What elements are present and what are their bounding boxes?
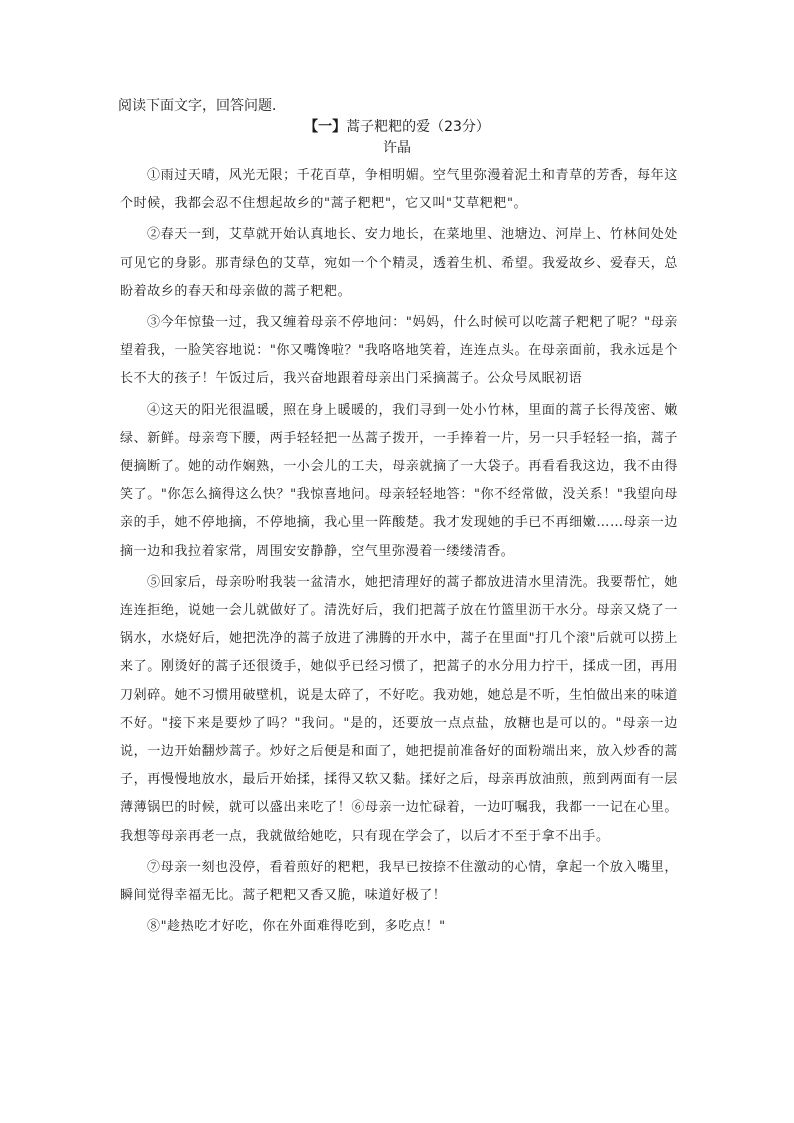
article-title	[0, 117, 794, 137]
title-text: 蒿子粑粑的爱（23分）	[346, 119, 490, 135]
paragraph-1: ①雨过天晴，风光无限；千花百草，争相明媚。空气里弥漫着泥土和青草的芳香，每年这个时候，我都会忍不住想起故乡的"蒿子粑粑"，它又叫"艾草粑粑"。	[120, 168, 678, 212]
reading-instruction: 阅读下面文字，回答问题．	[118, 98, 286, 114]
paragraph-3: ③今年惊蛰一过，我又缠着母亲不停地问："妈妈，什么时候可以吃蒿子粑粑了呢？"母亲望着我，一脸笑容地说："你又嘴馋啦？"我咯咯地笑着，连连点头。在母亲面前，我永远是个长不大的孩子！午饭过后，我兴奋地跟着母亲出门采摘蒿子。公众号凤眠初语	[120, 315, 678, 387]
section-marker: 【一】	[304, 119, 347, 135]
paragraph-4: ④这天的阳光很温暖，照在身上暖暖的，我们寻到一处小竹林，里面的蒿子长得茂密、嫩绿、新鲜。母亲弯下腰，两手轻轻把一丛蒿子拨开，一手捧着一片，另一只手轻轻一掐，蒿子便摘断了。她的动作娴熟，一小会儿的工夫，母亲就摘了一大袋子。再看看我这边，我不由得笑了。"你怎么摘得这么快？"我惊喜地问。母亲轻轻地答："你不经常做，没关系！"我望向母亲的手，她不停地摘，不停地摘，我心里一阵酸楚。我才发现她的手已不再细嫩……母亲一边摘一边和我拉着家常，周围安安静静，空气里弥漫着一缕缕清香。	[120, 402, 678, 559]
paragraph-8: ⑧"趁热吃才好吃，你在外面难得吃到，多吃点！"	[147, 919, 446, 935]
paragraph-2: ②春天一到，艾草就开始认真地长、安力地长，在菜地里、池塘边、河岸上、竹林间处处可见它的身影。那青绿色的艾草，宛如一个个精灵，透着生机、希望。我爱故乡、爱春天，总盼着故乡的春天和母亲做的蒿子粑粑。	[120, 227, 678, 299]
paragraph-5: ⑤回家后，母亲吩咐我装一盆清水，她把清理好的蒿子都放进清水里清洗。我要帮忙，她连连拒绝，说她一会儿就做好了。清洗好后，我们把蒿子放在竹篮里沥干水分。母亲又烧了一锅水，水烧好后，她把洗净的蒿子放进了沸腾的开水中，蒿子在里面"打几个滚"后就可以捞上来了。刚烫好的蒿子还很烫手，她似乎已经习惯了，把蒿子的水分用力拧干，揉成一团，再用刀剁碎。她不习惯用破壁机，说是太碎了，不好吃。我劝她，她总是不听，生怕做出来的味道不好。"接下来是要炒了吗？"我问。"是的，还要放一点点盐，放糖也是可以的。"母亲一边说，一边开始翻炒蒿子。炒好之后便是和面了，她把提前准备好的面粉端出来，放入炒香的蒿子，再慢慢地放水，最后开始揉，揉得又软又黏。揉好之后，母亲再放油煎，煎到两面有一层薄薄锅巴的时候，就可以盛出来吃了！⑥母亲一边忙碌着，一边叮嘱我，我都一一记在心里。我想等母亲再老一点，我就做给她吃，只有现在学会了，以后才不至于拿不出手。	[120, 574, 678, 844]
paragraph-7: ⑦母亲一刻也没停，看着煎好的粑粑，我早已按捺不住激动的心情，拿起一个放入嘴里，瞬间觉得幸福无比。蒿子粑粑又香又脆，味道好极了！	[120, 859, 678, 904]
article-body	[120, 162, 678, 941]
author-name: 许晶	[383, 140, 411, 156]
